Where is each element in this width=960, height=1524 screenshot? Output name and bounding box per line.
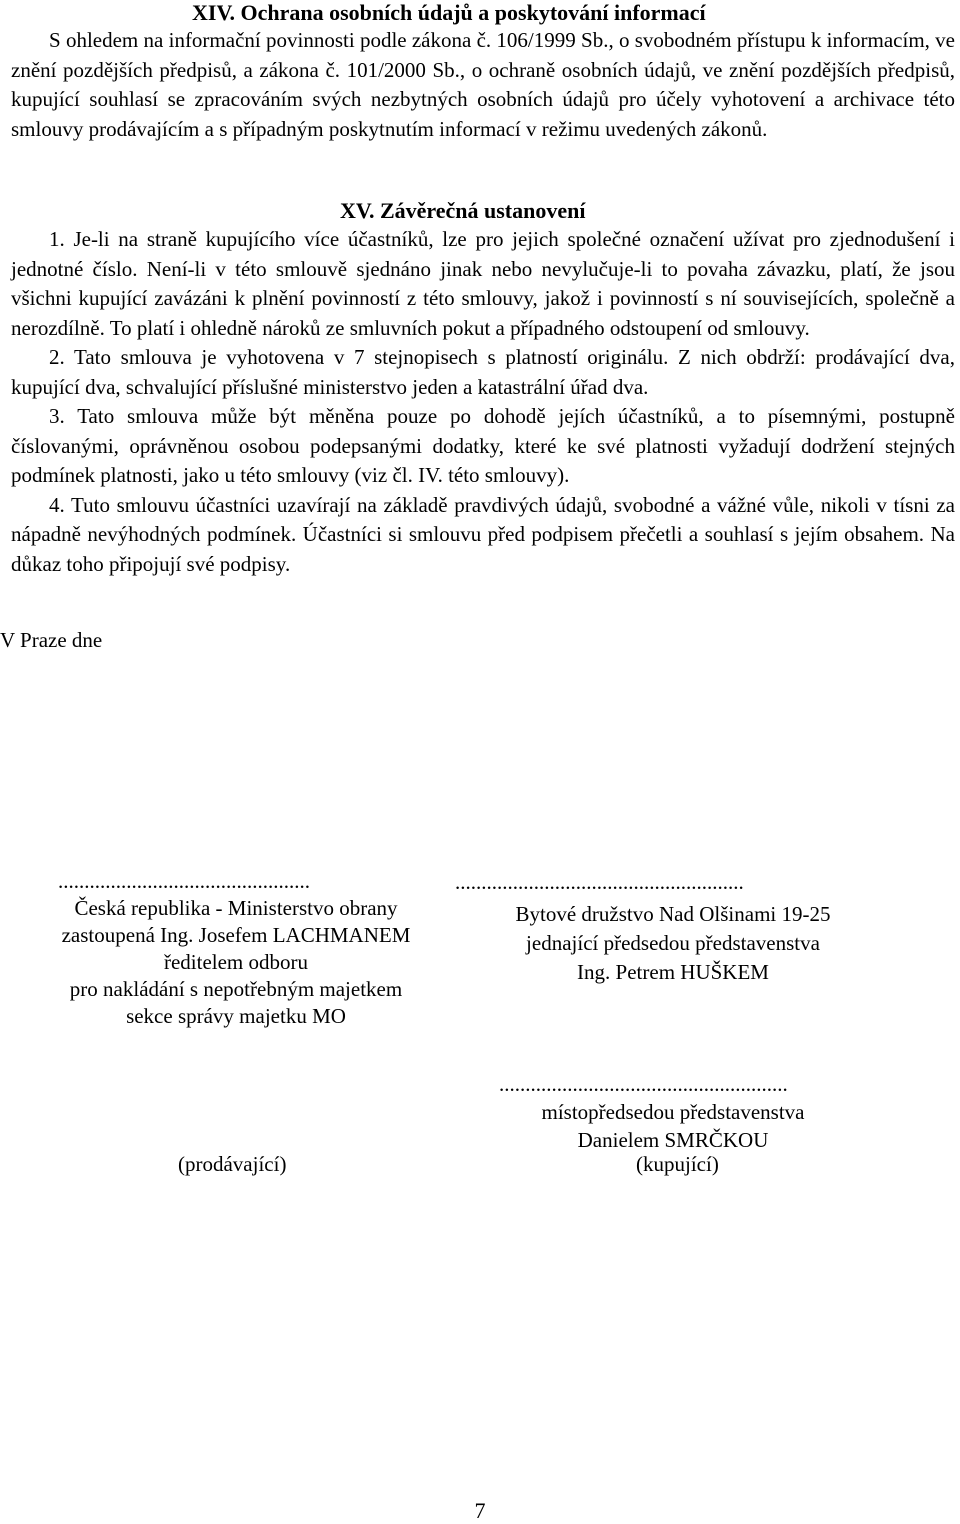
buyer-signature-block: [455, 868, 891, 987]
buyer-name-line-1: Bytové družstvo Nad Olšinami 19-25: [515, 902, 831, 926]
section-14-heading: XIV. Ochrana osobních údajů a poskytování informací: [192, 0, 706, 25]
section-15-text: [11, 225, 955, 579]
clause-3: 3. Tato smlouva může být měněna pouze po dohodě jejích účastníků, a to písemnými, postupně číslovanými, oprávněnou osobou podepsanými dodatky, které ke své platnosti vyžadují dodržení stejných podmínek platnosti, jako u této smlouvy (viz čl. IV. této smlouvy).: [11, 404, 955, 487]
vice-chair-line-2: Danielem SMRČKOU: [577, 1128, 769, 1152]
seller-name-line-3: ředitelem odboru: [163, 950, 309, 974]
buyer-signature-line: .......................................................: [455, 870, 744, 894]
section-15-heading: XV. Závěrečná ustanovení: [340, 198, 586, 223]
vice-chair-line-1: místopředsedou představenstva: [541, 1100, 805, 1124]
place-and-date: V Praze dne: [0, 628, 103, 652]
buyer-name-line-2: jednající předsedou představenstva: [526, 931, 820, 955]
seller-name-line-2: zastoupená Ing. Josefem LACHMANEM: [61, 923, 411, 947]
section-14-paragraph: S ohledem na informační povinnosti podle zákona č. 106/1999 Sb., o svobodném přístupu k informacím, ve znění pozdějších předpisů, a zákona č. 101/2000 Sb., o ochraně osobních údajů, ve znění pozdějších předpisů, kupující souhlasí se zpracováním svých nezbytných osobních údajů pro účely vyhotovení a archivace této smlouvy prodávajícím a s případným poskytnutím informací v režimu uvedených zákonů.: [11, 28, 955, 141]
seller-name-line-5: sekce správy majetku MO: [126, 1004, 346, 1028]
buyer-role-label: (kupující): [636, 1152, 719, 1176]
seller-signature-block: [0, 868, 472, 1030]
vice-chair-signature-block: [455, 1070, 891, 1154]
clause-2: 2. Tato smlouva je vyhotovena v 7 stejnopisech s platností originálu. Z nich obdrží: prodávající dva, kupující dva, schvalující příslušné ministerstvo jeden a katastrální úřad dva.: [11, 345, 955, 399]
clause-1: 1. Je-li na straně kupujícího více účastníků, lze pro jejich společné označení užívat pro zjednodušení i jednotné číslo. Není-li v této smlouvě sjednáno jinak nebo nevylučuje-li to povaha závazku, platí, že jsou všichni kupující zavázáni k plnění povinností z této smlouvy, jakož i povinností s ní souvisejících, společně a nerozdílně. To platí i ohledně nároků ze smluvních pokut a případného odstoupení od smlouvy.: [11, 227, 955, 340]
seller-name-line-4: pro nakládání s nepotřebným majetkem: [69, 977, 403, 1001]
vice-chair-signature-line: .......................................................: [499, 1072, 788, 1096]
buyer-name-line-3: Ing. Petrem HUŠKEM: [577, 960, 769, 984]
clause-4: 4. Tuto smlouvu účastníci uzavírají na základě pravdivých údajů, svobodné a vážné vůle, nikoli v tísni za nápadně nevýhodných podmínek. Účastníci si smlouvu před podpisem přečetli a souhlasí s jejím obsahem. Na důkaz toho připojují své podpisy.: [11, 492, 955, 576]
page-number: 7: [474, 1498, 486, 1523]
section-14-text: [11, 26, 955, 144]
seller-role-label: (prodávající): [178, 1152, 287, 1176]
seller-signature-line: ................................................: [58, 869, 310, 893]
seller-name-line-1: Česká republika - Ministerstvo obrany: [74, 896, 398, 920]
